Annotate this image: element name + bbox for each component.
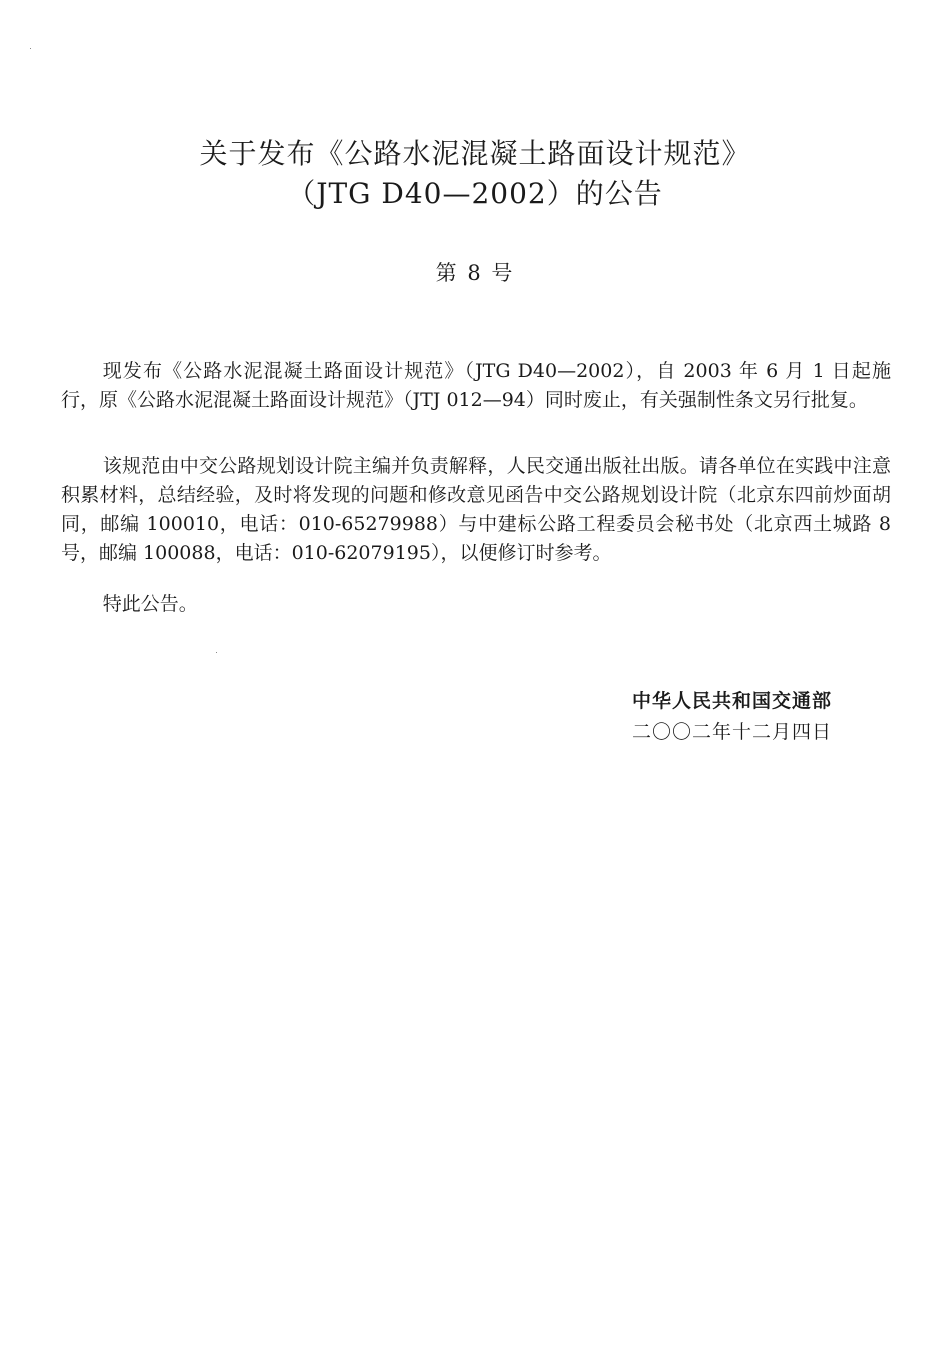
body-paragraph-2: 该规范由中交公路规划设计院主编并负责解释，人民交通出版社出版。请各单位在实践中注意积累材料，总结经验，及时将发现的问题和修改意见函告中交公路规划设计院（北京东四前炒面胡同，邮编 100010，电话：010-65279988）与中建标公路工程委员会秘书处（北京西土城路 8 号，邮编 100088，电话：010-62079195），以便修订时参考。 (61, 455, 891, 564)
title-line-1: 关于发布《公路水泥混凝土路面设计规范》 (199, 137, 751, 170)
body-paragraph-3: 特此公告。 (102, 593, 198, 615)
issuing-authority: 中华人民共和国交通部 (632, 690, 833, 712)
scan-speck (30, 48, 31, 49)
issue-date: 二〇〇二年十二月四日 (632, 721, 833, 743)
title-line-2: （JTG D40—2002）的公告 (287, 177, 663, 210)
announcement-number: 第 8 号 (435, 261, 515, 285)
scan-speck (216, 652, 217, 653)
body-paragraph-1: 现发布《公路水泥混凝土路面设计规范》（JTG D40—2002），自 2003 年 6 月 1 日起施行，原《公路水泥混凝土路面设计规范》（JTJ 012—94）同时废止，有关强制性条文另行批复。 (61, 360, 891, 411)
